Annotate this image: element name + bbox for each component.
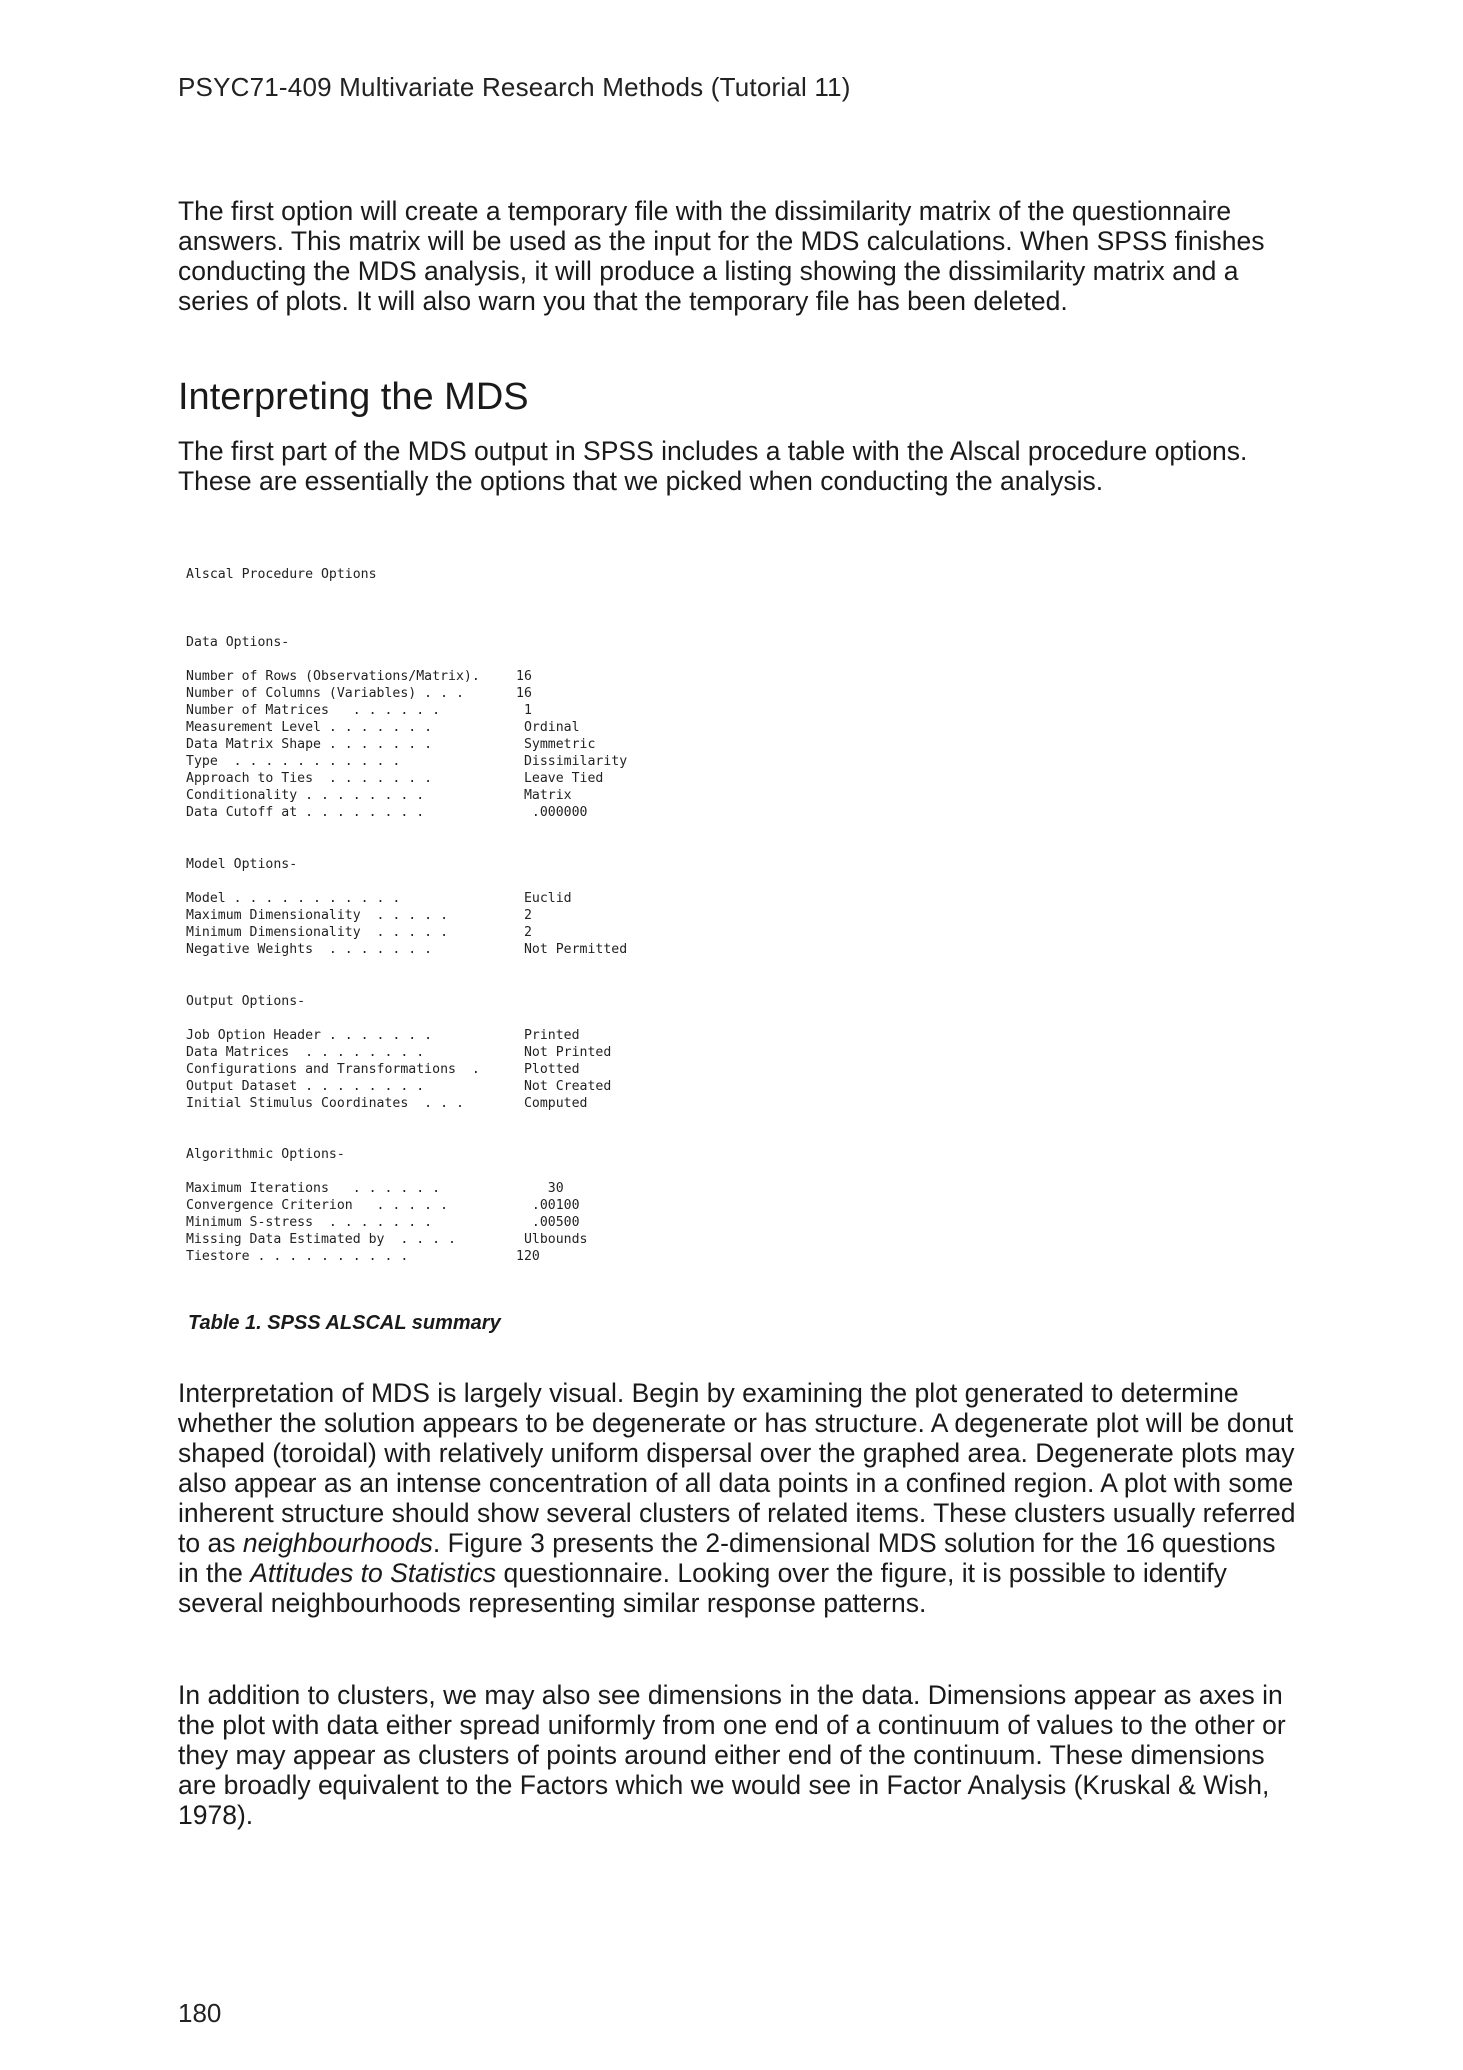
spss-option-label: Maximum Iterations . . . . . . xyxy=(186,1181,441,1196)
spss-option-label: Maximum Dimensionality . . . . . xyxy=(186,908,449,923)
interpretation-text-1: Interpretation of MDS is largely visual. Begin by examining the plot generated to determine whether the solution appears to be degenerate or has structure. A degenerate plot will be donut shaped (toroidal) with relatively uniform dispersal over the graphed area. Degenerate plots may also appear as an intense concentration of all data points in a confined region. A plot with some inherent structure should show several clusters of related items. These clusters usually referred to as xyxy=(178,1378,1296,1558)
spss-option-label: Conditionality . . . . . . . . xyxy=(186,788,425,803)
spss-option-label: Type . . . . . . . . . . . xyxy=(186,754,401,769)
spss-option-label: Minimum S-stress . . . . . . . xyxy=(186,1215,433,1230)
spss-option-value: 120 xyxy=(516,1249,540,1264)
spss-option-label: Number of Matrices . . . . . . xyxy=(186,703,441,718)
spss-option-label: Job Option Header . . . . . . . xyxy=(186,1028,433,1043)
interpretation-paragraph xyxy=(178,1378,1298,1618)
interpretation-text-2: . Figure 3 presents the 2-dimensional MDS solution for the 16 questions in the xyxy=(178,1528,1276,1588)
spss-option-value: Not Created xyxy=(516,1079,612,1094)
alscal-intro-paragraph: The first part of the MDS output in SPSS includes a table with the Alscal procedure options. These are essentially the options that we picked when conducting the analysis. xyxy=(178,436,1248,496)
spss-option-label: Approach to Ties . . . . . . . xyxy=(186,771,433,786)
spss-option-label: Initial Stimulus Coordinates . . . xyxy=(186,1096,464,1111)
model-options-title: Model Options- xyxy=(186,857,298,872)
spss-option-value: 16 xyxy=(516,686,532,701)
spss-option-value: .000000 xyxy=(516,805,588,820)
spss-option-value: Computed xyxy=(516,1096,588,1111)
spss-option-value: Leave Tied xyxy=(516,771,604,786)
spss-option-label: Measurement Level . . . . . . . xyxy=(186,720,433,735)
spss-option-label: Output Dataset . . . . . . . . xyxy=(186,1079,425,1094)
spss-option-label: Negative Weights . . . . . . . xyxy=(186,942,433,957)
spss-option-value: Plotted xyxy=(516,1062,580,1077)
page-number: 180 xyxy=(178,1998,222,2028)
spss-option-value: Not Printed xyxy=(516,1045,612,1060)
interpretation-text-3: questionnaire. Looking over the figure, it is possible to identify several neighbourhoods representing similar response patterns. xyxy=(178,1558,1227,1618)
spss-option-value: 16 xyxy=(516,669,532,684)
dimensions-paragraph: In addition to clusters, we may also see dimensions in the data. Dimensions appear as axes in the plot with data either spread uniformly from one end of a continuum of values to the other or they may appear as clusters of points around either end of the continuum. These dimensions are broadly equivalent to the Factors which we would see in Factor Analysis (Kruskal & Wish, 1978). xyxy=(178,1680,1286,1830)
algorithmic-options-title: Algorithmic Options- xyxy=(186,1147,345,1162)
spss-option-label: Minimum Dimensionality . . . . . xyxy=(186,925,449,940)
data-options-title: Data Options- xyxy=(186,635,290,650)
spss-option-value: Symmetric xyxy=(516,737,596,752)
spss-option-value: Not Permitted xyxy=(516,942,628,957)
spss-option-value: .00500 xyxy=(516,1215,580,1230)
spss-option-value: Ordinal xyxy=(516,720,580,735)
spss-option-value: .00100 xyxy=(516,1198,580,1213)
spss-option-value: Matrix xyxy=(516,788,572,803)
spss-option-value: 2 xyxy=(516,908,532,923)
spss-option-label: Tiestore . . . . . . . . . . xyxy=(186,1249,409,1264)
spss-option-label: Number of Columns (Variables) . . . xyxy=(186,686,464,701)
intro-paragraph: The first option will create a temporary file with the dissimilarity matrix of the questionnaire answers. This matrix will be used as the input for the MDS calculations. When SPSS finishes conducting the MDS analysis, it will produce a listing showing the dissimilarity matrix and a series of plots. It will also warn you that the temporary file has been deleted. xyxy=(178,196,1265,316)
spss-option-label: Configurations and Transformations . xyxy=(186,1062,480,1077)
spss-output-title: Alscal Procedure Options xyxy=(186,567,377,582)
spss-option-value: 30 xyxy=(516,1181,564,1196)
spss-option-value: Dissimilarity xyxy=(516,754,628,769)
spss-option-value: Ulbounds xyxy=(516,1232,588,1247)
spss-option-label: Missing Data Estimated by . . . . xyxy=(186,1232,456,1247)
table-caption: Table 1. SPSS ALSCAL summary xyxy=(188,1312,501,1334)
spss-option-value: 2 xyxy=(516,925,532,940)
spss-option-label: Data Cutoff at . . . . . . . . xyxy=(186,805,425,820)
spss-option-label: Data Matrices . . . . . . . . xyxy=(186,1045,425,1060)
running-header: PSYC71-409 Multivariate Research Methods (Tutorial 11) xyxy=(178,72,851,102)
spss-option-label: Number of Rows (Observations/Matrix). xyxy=(186,669,480,684)
output-options-title: Output Options- xyxy=(186,994,306,1009)
spss-option-value: Printed xyxy=(516,1028,580,1043)
spss-option-label: Data Matrix Shape . . . . . . . xyxy=(186,737,433,752)
spss-option-value: 1 xyxy=(516,703,532,718)
spss-option-label: Model . . . . . . . . . . . xyxy=(186,891,401,906)
questionnaire-title: Attitudes to Statistics xyxy=(250,1558,497,1588)
neighbourhoods-term: neighbourhoods xyxy=(242,1528,433,1558)
spss-option-value: Euclid xyxy=(516,891,572,906)
section-heading: Interpreting the MDS xyxy=(178,376,529,418)
spss-option-label: Convergence Criterion . . . . . xyxy=(186,1198,449,1213)
